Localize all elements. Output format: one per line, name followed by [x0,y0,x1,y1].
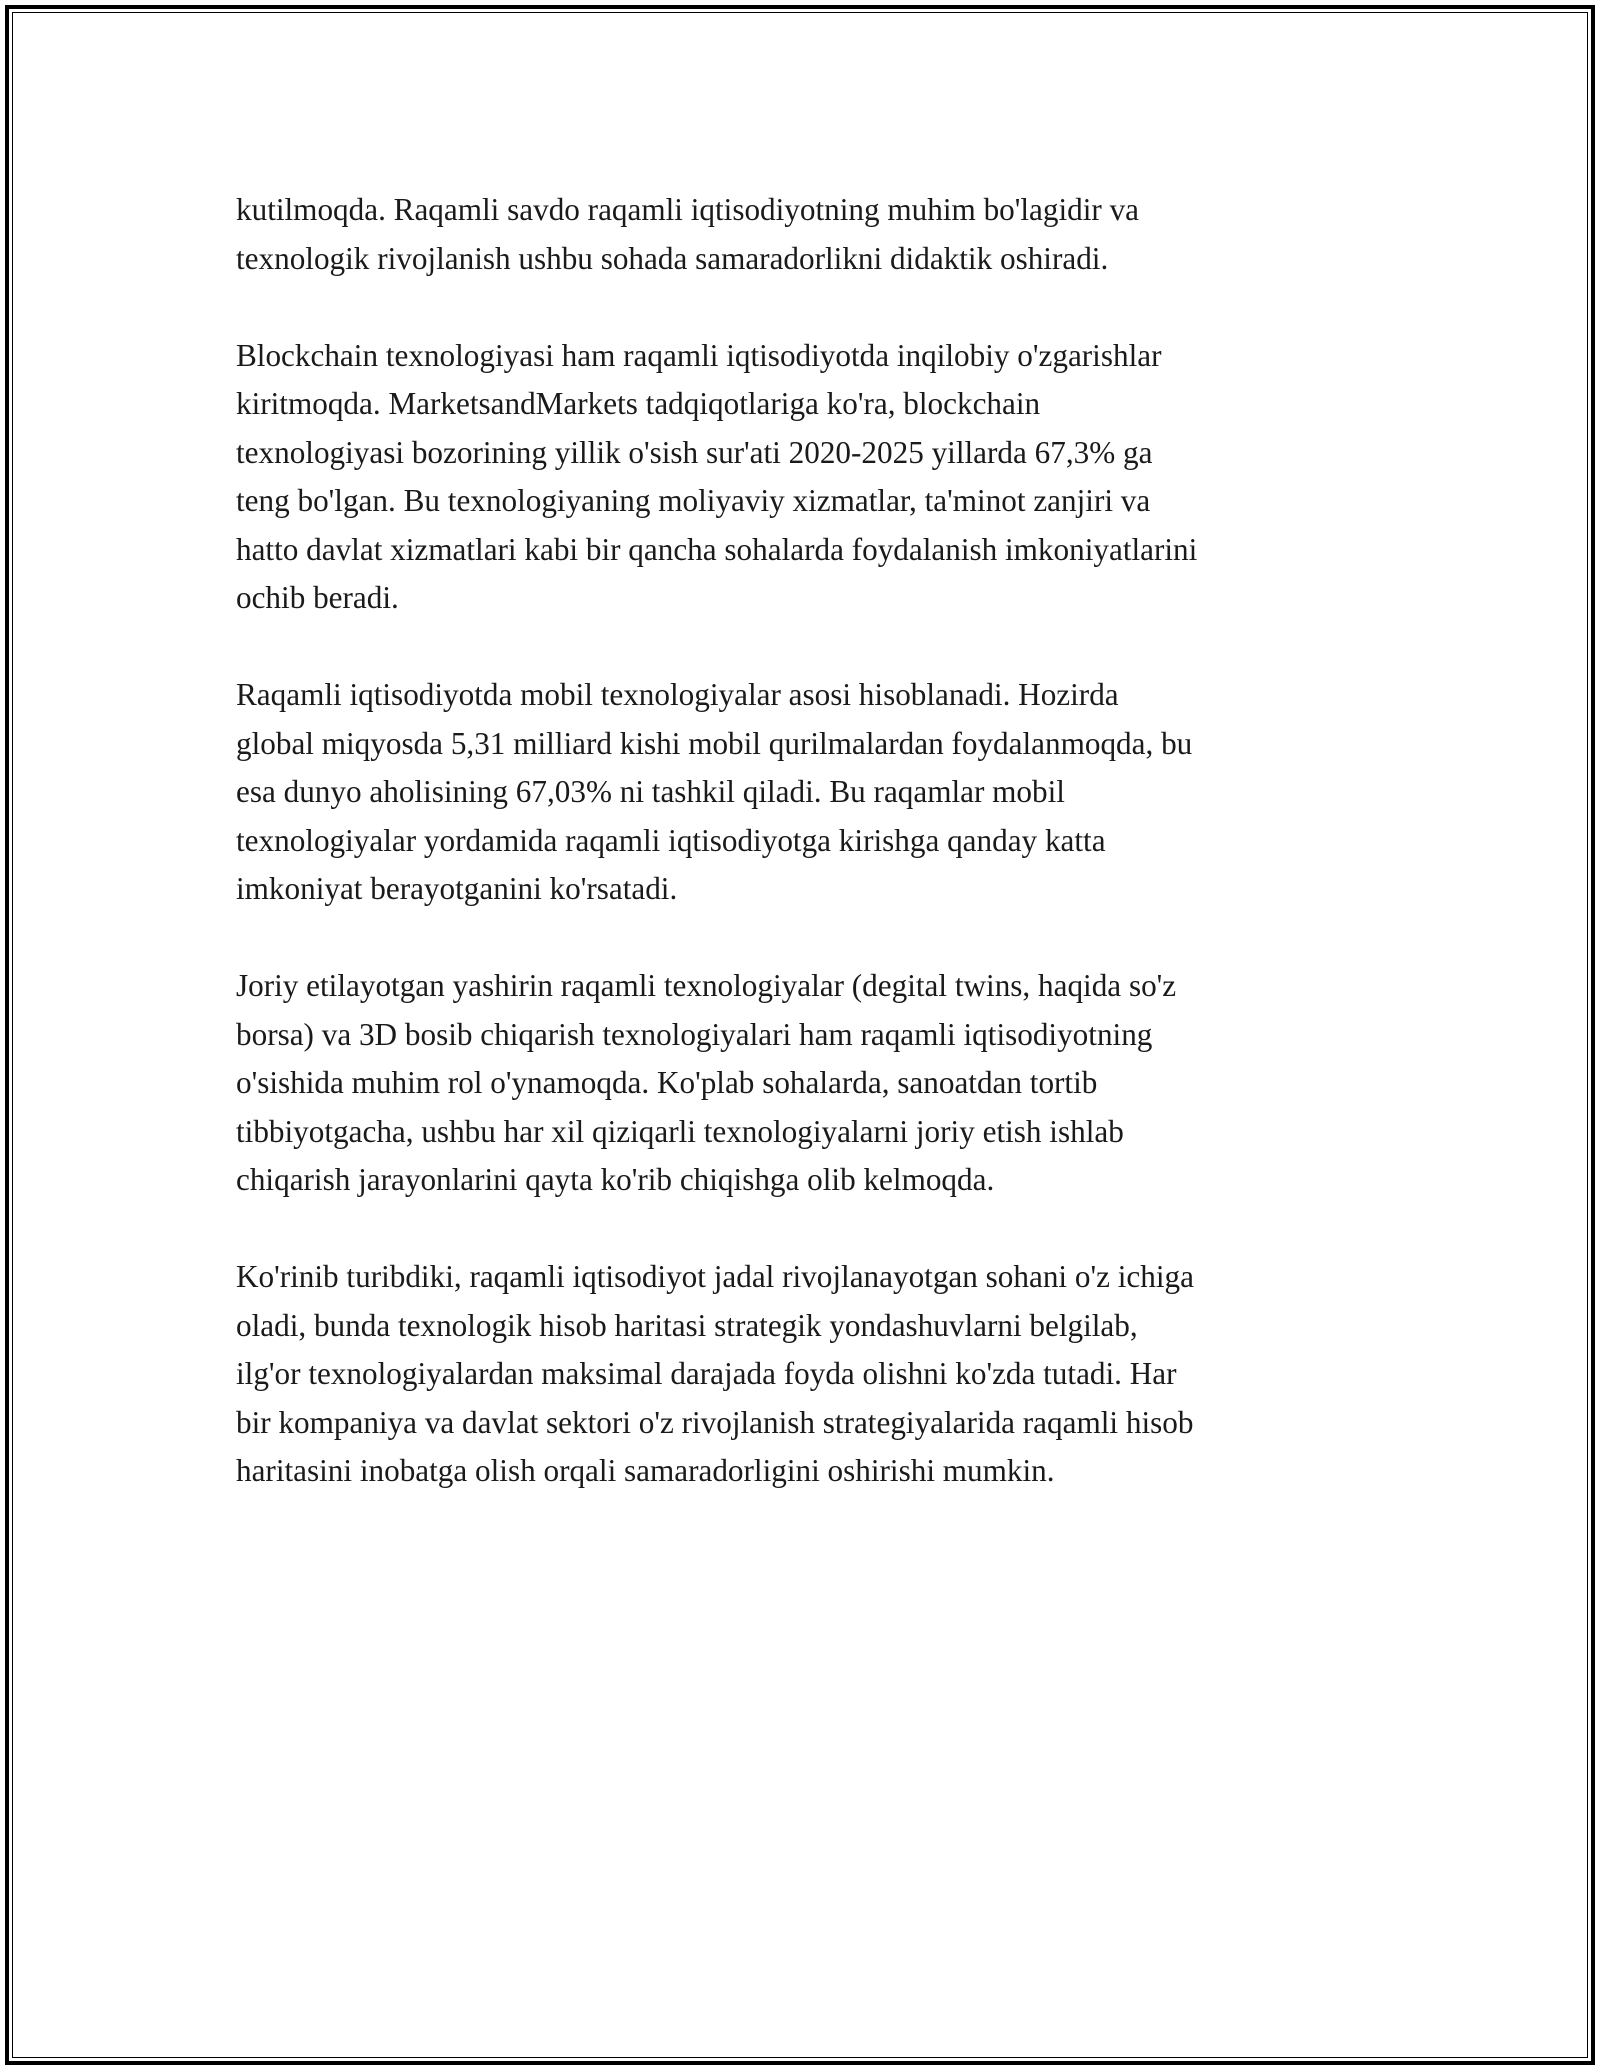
paragraph-conclusion [236,1253,1376,1496]
text-line: Joriy etilayotgan yashirin raqamli texnologiyalar (degital twins, haqida so'z [236,968,1177,1003]
text-line: texnologiyalar yordamida raqamli iqtisodiyotga kirishga qanday katta [236,822,1106,858]
text-line: haritasini inobatga olish orqali samaradorligini oshirishi mumkin. [236,1453,1055,1488]
text-line: kutilmoqda. Raqamli savdo raqamli iqtisodiyotning muhim bo'lagidir va [236,192,1140,227]
paragraph-blockchain [236,332,1376,623]
text-line: Blockchain texnologiyasi ham raqamli iqtisodiyotda inqilobiy o'zgarishlar [236,337,1162,373]
text-line: o'sishida muhim rol o'ynamoqda. Ko'plab sohalarda, sanoatdan tortib [236,1065,1098,1100]
text-line: texnologiyasi bozorining yillik o'sish sur'ati 2020-2025 yillarda 67,3% ga [236,434,1153,470]
text-line: esa dunyo aholisining 67,03% ni tashkil qiladi. Bu raqamlar mobil [236,774,1065,809]
text-line: hatto davlat xizmatlari kabi bir qancha sohalarda foydalanish imkoniyatlarini [236,531,1198,567]
text-line: texnologik rivojlanish ushbu sohada samaradorlikni didaktik oshiradi. [236,240,1109,276]
paragraph-digital-twins [236,962,1376,1205]
text-line: kiritmoqda. MarketsandMarkets tadqiqotlariga ko'ra, blockchain [236,386,1041,421]
text-line: chiqarish jarayonlarini qayta ko'rib chiqishga olib kelmoqda. [236,1162,995,1197]
text-line: global miqyosda 5,31 milliard kishi mobil qurilmalardan foydalanmoqda, bu [236,725,1193,761]
paragraph-trade [236,186,1376,283]
text-line: ochib beradi. [236,580,399,615]
text-line: Ko'rinib turibdiki, raqamli iqtisodiyot jadal rivojlanayotgan sohani o'z ichiga [236,1259,1194,1294]
text-line: oladi, bunda texnologik hisob haritasi strategik yondashuvlarni belgilab, [236,1307,1138,1343]
document-body [236,186,1376,1544]
text-line: imkoniyat berayotganini ko'rsatadi. [236,871,678,906]
text-line: ilg'or texnologiyalardan maksimal darajada foyda olishni ko'zda tutadi. Har [236,1356,1177,1391]
text-line: tibbiyotgacha, ushbu har xil qiziqarli texnologiyalarni joriy etish ishlab [236,1113,1124,1149]
paragraph-mobile [236,671,1376,914]
text-line: borsa) va 3D bosib chiqarish texnologiyalari ham raqamli iqtisodiyotning [236,1016,1153,1052]
text-line: Raqamli iqtisodiyotda mobil texnologiyalar asosi hisoblanadi. Hozirda [236,677,1119,712]
text-line: bir kompaniya va davlat sektori o'z rivojlanish strategiyalarida raqamli hisob [236,1404,1194,1440]
text-line: teng bo'lgan. Bu texnologiyaning moliyaviy xizmatlar, ta'minot zanjiri va [236,483,1151,518]
